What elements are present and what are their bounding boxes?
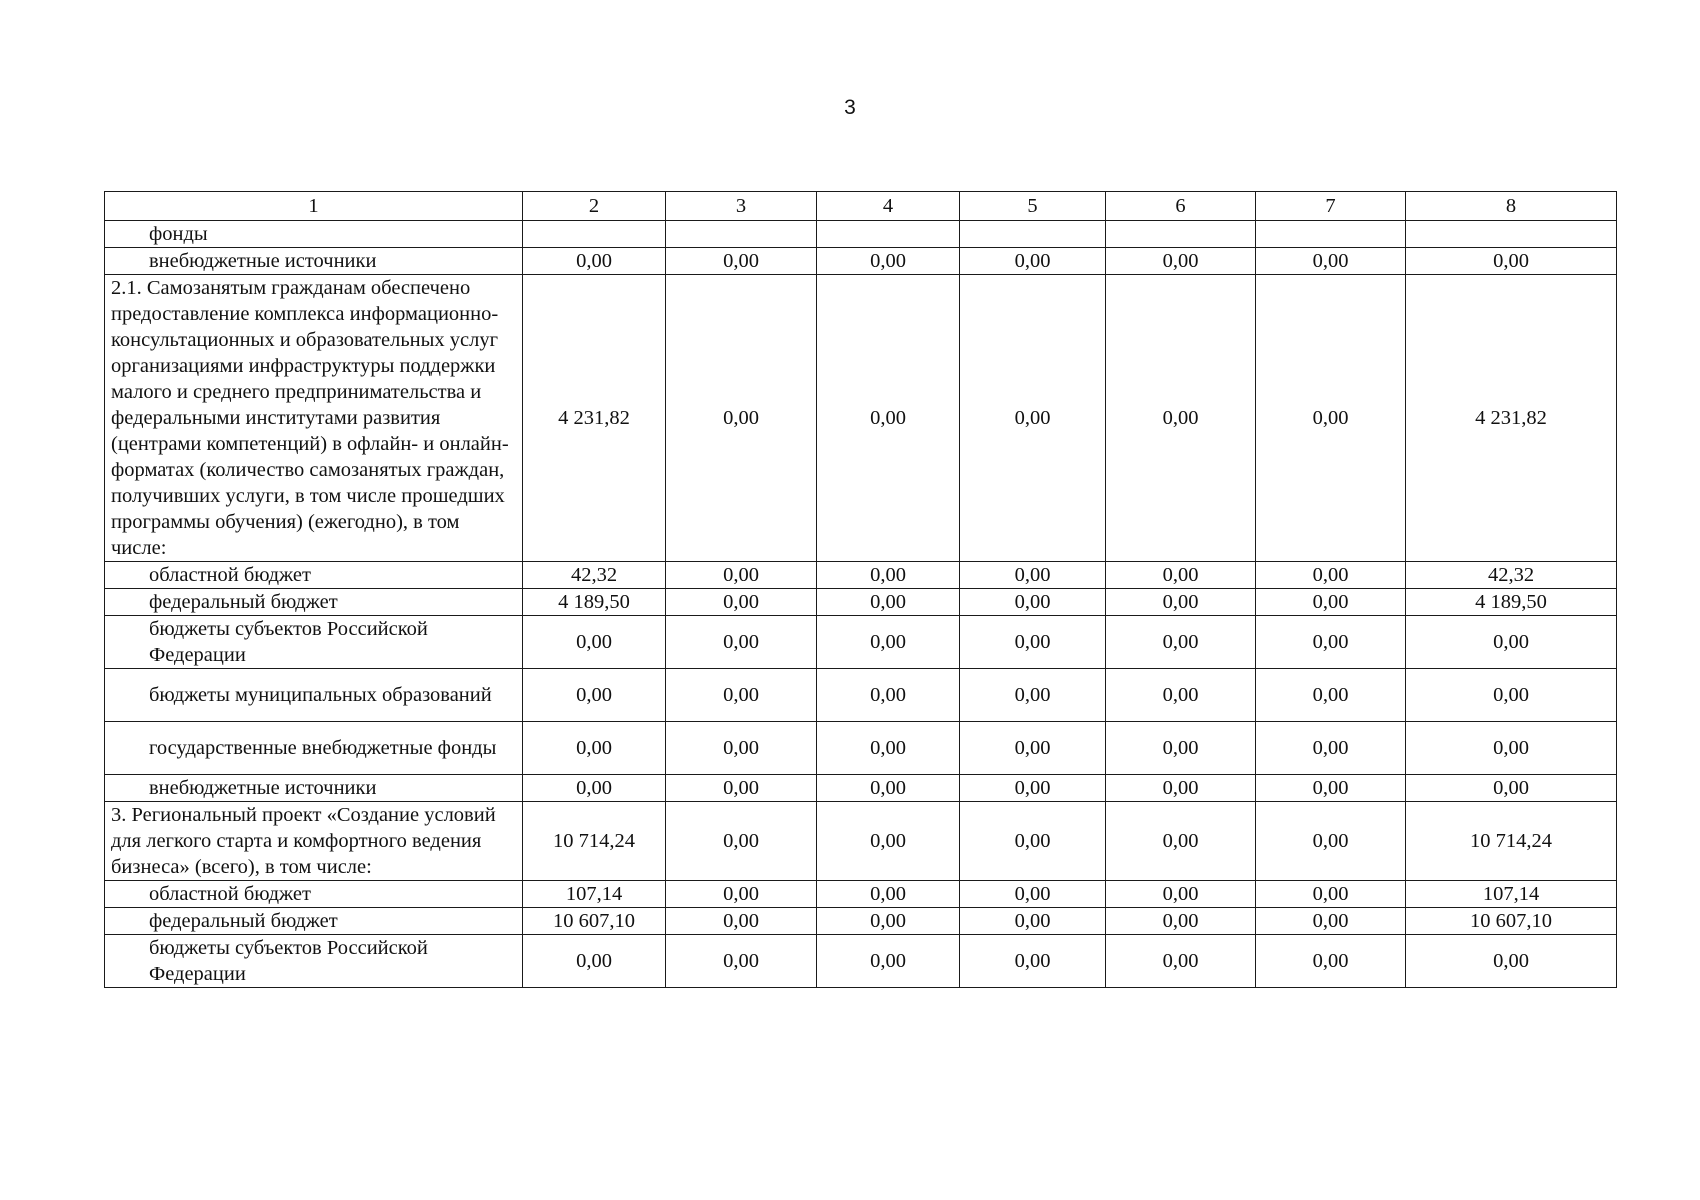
column-header: 7 <box>1256 192 1406 221</box>
cell-col-2: 0,00 <box>523 775 666 802</box>
cell-col-4: 0,00 <box>817 722 960 775</box>
cell-col-2: 0,00 <box>523 616 666 669</box>
cell-col-2: 0,00 <box>523 248 666 275</box>
row-label: областной бюджет <box>105 881 523 908</box>
table-row <box>105 248 1617 275</box>
table-row <box>105 616 1617 669</box>
cell-col-6: 0,00 <box>1106 908 1256 935</box>
column-header: 5 <box>960 192 1106 221</box>
column-header: 2 <box>523 192 666 221</box>
column-header: 6 <box>1106 192 1256 221</box>
cell-col-5: 0,00 <box>960 275 1106 562</box>
cell-col-6: 0,00 <box>1106 802 1256 881</box>
cell-col-3: 0,00 <box>666 881 817 908</box>
cell-col-3: 0,00 <box>666 669 817 722</box>
cell-col-4: 0,00 <box>817 562 960 589</box>
cell-col-4: 0,00 <box>817 616 960 669</box>
cell-col-8: 4 231,82 <box>1406 275 1617 562</box>
cell-col-8: 0,00 <box>1406 935 1617 988</box>
cell-col-2: 0,00 <box>523 935 666 988</box>
row-label: бюджеты субъектов Российской Федерации <box>105 616 523 669</box>
cell-col-6: 0,00 <box>1106 275 1256 562</box>
cell-col-4: 0,00 <box>817 802 960 881</box>
cell-col-7: 0,00 <box>1256 802 1406 881</box>
cell-col-8: 10 714,24 <box>1406 802 1617 881</box>
cell-col-2 <box>523 221 666 248</box>
cell-col-5: 0,00 <box>960 802 1106 881</box>
cell-col-4: 0,00 <box>817 275 960 562</box>
row-label: внебюджетные источники <box>105 248 523 275</box>
cell-col-7: 0,00 <box>1256 935 1406 988</box>
cell-col-7: 0,00 <box>1256 248 1406 275</box>
cell-col-3: 0,00 <box>666 775 817 802</box>
row-label: федеральный бюджет <box>105 908 523 935</box>
cell-col-7: 0,00 <box>1256 589 1406 616</box>
row-label: 2.1. Самозанятым гражданам обеспечено предоставление комплекса информационно-консультационных и образовательных услуг организациями инфраструктуры поддержки малого и среднего предпринимательства и федеральными институтами развития (центрами компетенций) в офлайн- и онлайн-форматах (количество самозанятых граждан, получивших услуги, в том числе прошедших программы обучения) (ежегодно), в том числе: <box>105 275 523 562</box>
cell-col-6: 0,00 <box>1106 248 1256 275</box>
row-label: областной бюджет <box>105 562 523 589</box>
cell-col-4: 0,00 <box>817 669 960 722</box>
table-body <box>105 221 1617 988</box>
row-label: 3. Региональный проект «Создание условий для легкого старта и комфортного ведения бизнеса» (всего), в том числе: <box>105 802 523 881</box>
cell-col-5: 0,00 <box>960 248 1106 275</box>
column-header: 8 <box>1406 192 1617 221</box>
cell-col-7 <box>1256 221 1406 248</box>
cell-col-2: 42,32 <box>523 562 666 589</box>
column-header: 1 <box>105 192 523 221</box>
cell-col-6: 0,00 <box>1106 589 1256 616</box>
table-row <box>105 589 1617 616</box>
table-row <box>105 275 1617 562</box>
cell-col-8: 0,00 <box>1406 775 1617 802</box>
cell-col-7: 0,00 <box>1256 275 1406 562</box>
cell-col-3: 0,00 <box>666 589 817 616</box>
cell-col-5: 0,00 <box>960 669 1106 722</box>
cell-col-5: 0,00 <box>960 562 1106 589</box>
cell-col-4: 0,00 <box>817 248 960 275</box>
cell-col-3: 0,00 <box>666 908 817 935</box>
cell-col-8: 107,14 <box>1406 881 1617 908</box>
table-row <box>105 775 1617 802</box>
cell-col-6 <box>1106 221 1256 248</box>
cell-col-5: 0,00 <box>960 908 1106 935</box>
cell-col-6: 0,00 <box>1106 722 1256 775</box>
table-row <box>105 722 1617 775</box>
cell-col-8: 4 189,50 <box>1406 589 1617 616</box>
cell-col-3 <box>666 221 817 248</box>
cell-col-5: 0,00 <box>960 881 1106 908</box>
cell-col-6: 0,00 <box>1106 616 1256 669</box>
cell-col-7: 0,00 <box>1256 722 1406 775</box>
cell-col-3: 0,00 <box>666 562 817 589</box>
row-label: государственные внебюджетные фонды <box>105 722 523 775</box>
page-number: 3 <box>844 96 856 119</box>
cell-col-7: 0,00 <box>1256 881 1406 908</box>
cell-col-8: 0,00 <box>1406 669 1617 722</box>
cell-col-4 <box>817 221 960 248</box>
cell-col-3: 0,00 <box>666 275 817 562</box>
row-label: бюджеты субъектов Российской Федерации <box>105 935 523 988</box>
table-row <box>105 881 1617 908</box>
cell-col-6: 0,00 <box>1106 881 1256 908</box>
column-header: 3 <box>666 192 817 221</box>
cell-col-2: 4 189,50 <box>523 589 666 616</box>
table-row <box>105 669 1617 722</box>
budget-table <box>104 191 1617 988</box>
cell-col-8: 0,00 <box>1406 722 1617 775</box>
cell-col-2: 0,00 <box>523 722 666 775</box>
table-row <box>105 562 1617 589</box>
cell-col-8: 0,00 <box>1406 616 1617 669</box>
cell-col-3: 0,00 <box>666 616 817 669</box>
cell-col-4: 0,00 <box>817 908 960 935</box>
table-row <box>105 221 1617 248</box>
cell-col-4: 0,00 <box>817 881 960 908</box>
cell-col-3: 0,00 <box>666 722 817 775</box>
cell-col-8: 0,00 <box>1406 248 1617 275</box>
cell-col-7: 0,00 <box>1256 562 1406 589</box>
column-header: 4 <box>817 192 960 221</box>
cell-col-2: 0,00 <box>523 669 666 722</box>
cell-col-2: 10 607,10 <box>523 908 666 935</box>
table-row <box>105 908 1617 935</box>
cell-col-3: 0,00 <box>666 935 817 988</box>
cell-col-5: 0,00 <box>960 589 1106 616</box>
cell-col-5: 0,00 <box>960 616 1106 669</box>
cell-col-2: 10 714,24 <box>523 802 666 881</box>
cell-col-8 <box>1406 221 1617 248</box>
cell-col-4: 0,00 <box>817 775 960 802</box>
cell-col-8: 42,32 <box>1406 562 1617 589</box>
cell-col-6: 0,00 <box>1106 562 1256 589</box>
cell-col-5: 0,00 <box>960 722 1106 775</box>
row-label: федеральный бюджет <box>105 589 523 616</box>
cell-col-6: 0,00 <box>1106 935 1256 988</box>
cell-col-2: 107,14 <box>523 881 666 908</box>
cell-col-5: 0,00 <box>960 775 1106 802</box>
row-label: бюджеты муниципальных образований <box>105 669 523 722</box>
cell-col-4: 0,00 <box>817 935 960 988</box>
cell-col-3: 0,00 <box>666 802 817 881</box>
cell-col-6: 0,00 <box>1106 775 1256 802</box>
cell-col-4: 0,00 <box>817 589 960 616</box>
cell-col-7: 0,00 <box>1256 908 1406 935</box>
table-row <box>105 802 1617 881</box>
cell-col-2: 4 231,82 <box>523 275 666 562</box>
table-row <box>105 935 1617 988</box>
cell-col-8: 10 607,10 <box>1406 908 1617 935</box>
cell-col-3: 0,00 <box>666 248 817 275</box>
cell-col-7: 0,00 <box>1256 669 1406 722</box>
row-label: внебюджетные источники <box>105 775 523 802</box>
cell-col-7: 0,00 <box>1256 616 1406 669</box>
cell-col-5 <box>960 221 1106 248</box>
cell-col-6: 0,00 <box>1106 669 1256 722</box>
cell-col-7: 0,00 <box>1256 775 1406 802</box>
cell-col-5: 0,00 <box>960 935 1106 988</box>
header-row <box>105 192 1617 221</box>
row-label: фонды <box>105 221 523 248</box>
